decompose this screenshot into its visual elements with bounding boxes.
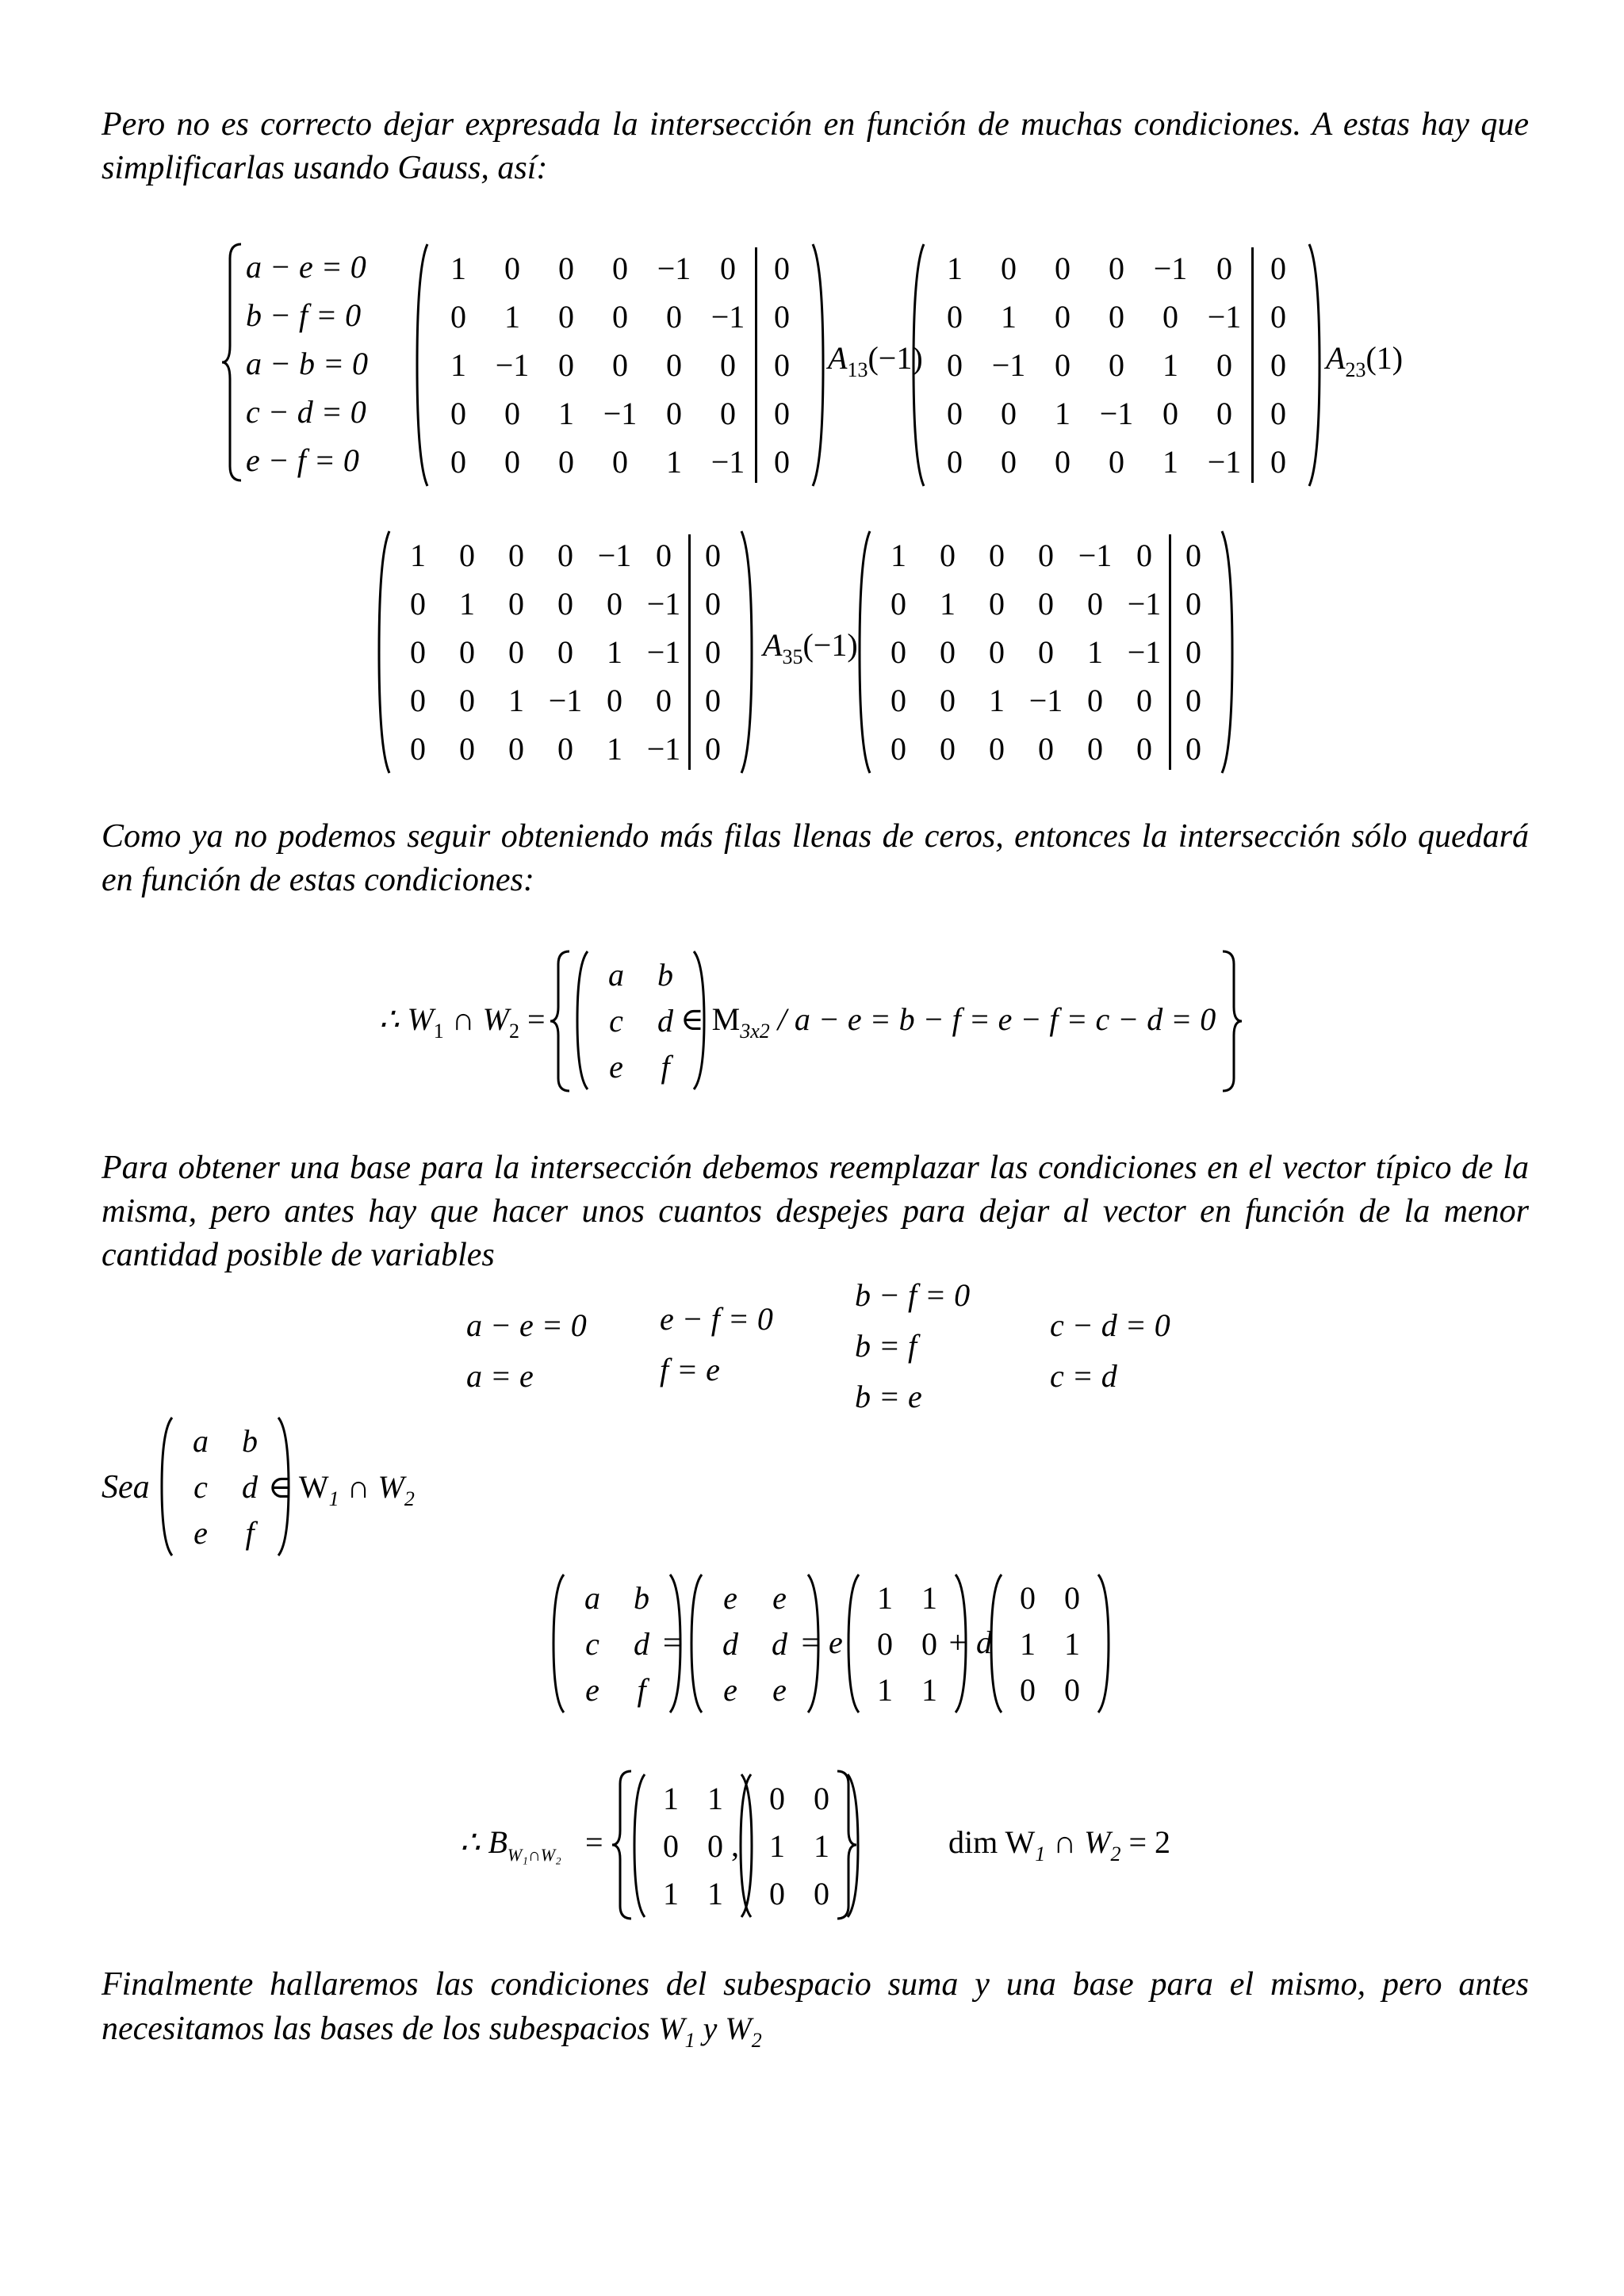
matrix-cell: 0 <box>508 586 524 622</box>
paragraph-basis-intro: Para obtener una base para la intersección debemos reemplazar las condiciones en el vector típico de la misma, pero antes hay que hacer unos cuantos despejes para dejar al vector en función de la menor cantidad posible de variables <box>102 1150 1529 1273</box>
matrix-cell: 0 <box>663 1827 679 1864</box>
matrix-cell: 0 <box>705 731 721 767</box>
matrix-cell: 0 <box>921 1625 937 1662</box>
matrix-cell: 1 <box>921 1579 937 1616</box>
matrix-cell: a <box>193 1422 209 1459</box>
left-parenthesis <box>856 530 872 775</box>
matrix-cell: 0 <box>612 444 628 480</box>
matrix-cell: 1 <box>504 299 520 335</box>
matrix-cell: 0 <box>1087 683 1103 718</box>
augmented-matrix-1 <box>414 243 826 488</box>
matrix-cell: −1 <box>646 731 681 767</box>
matrix-cell: 0 <box>1185 731 1201 767</box>
matrix-cell: e <box>723 1579 737 1616</box>
matrix-cell: 0 <box>558 299 574 335</box>
matrix-cell: 0 <box>891 634 906 670</box>
matrix-cell: 0 <box>1087 731 1103 767</box>
matrix-cell: 1 <box>607 731 622 767</box>
matrix-cell: e <box>609 1048 623 1085</box>
left-parenthesis <box>574 950 590 1091</box>
matrix-cell: 1 <box>1001 299 1017 335</box>
matrix-cell: 0 <box>1055 251 1071 286</box>
matrix-cell: −1 <box>495 347 530 383</box>
matrix-cell: −1 <box>1207 444 1242 480</box>
augmented-separator <box>755 247 757 483</box>
matrix-cell: 1 <box>508 683 524 718</box>
matrix-cell: 0 <box>607 683 622 718</box>
matrix-cell: 0 <box>504 396 520 431</box>
matrix-cell: 0 <box>940 634 956 670</box>
matrix-cell: 1 <box>607 634 622 670</box>
matrix-cell: 0 <box>459 731 475 767</box>
matrix-cell: 0 <box>1038 731 1054 767</box>
augmented-separator <box>1251 247 1254 483</box>
matrix-cell: 0 <box>1270 396 1286 431</box>
matrix-cell: 0 <box>1001 396 1017 431</box>
matrix-cell: 1 <box>410 538 426 573</box>
matrix-cell: −1 <box>603 396 638 431</box>
matrix-cell: 1 <box>891 538 906 573</box>
matrix-cell: 0 <box>720 251 736 286</box>
matrix-cell: b <box>242 1422 258 1459</box>
matrix-cell: 0 <box>989 538 1005 573</box>
matrix-cell: c <box>609 1002 623 1039</box>
matrix-cell: 0 <box>989 586 1005 622</box>
matrix-cell: 0 <box>450 444 466 480</box>
matrix-cell: 0 <box>989 634 1005 670</box>
paragraph-gauss-intro: Pero no es correcto dejar expresada la intersección en función de muchas condiciones. A estas hay que simplificarlas usando Gauss, así: <box>102 106 1529 186</box>
matrix-cell: 0 <box>459 538 475 573</box>
matrix-cell: b <box>657 956 673 993</box>
matrix-cell: 0 <box>947 444 963 480</box>
matrix-cell: 0 <box>558 251 574 286</box>
matrix-cell: e <box>585 1671 599 1708</box>
matrix-cell: 0 <box>877 1625 893 1662</box>
matrix-cell: −1 <box>1028 683 1063 718</box>
matrix-cell: 0 <box>1055 347 1071 383</box>
decomp-plus-d: + d <box>947 1624 992 1660</box>
matrix-cell: 0 <box>705 683 721 718</box>
matrix-cell: 0 <box>1136 538 1152 573</box>
matrix-cell: 1 <box>1087 634 1103 670</box>
matrix-cell: 0 <box>1136 731 1152 767</box>
matrix-cell: 0 <box>1064 1579 1080 1616</box>
matrix-cell: 0 <box>410 586 426 622</box>
matrix-cell: −1 <box>1207 299 1242 335</box>
matrix-cell: 0 <box>769 1875 785 1911</box>
matrix-cell: 0 <box>612 251 628 286</box>
equation-row: a − b = 0 <box>246 346 368 381</box>
matrix-cell: 0 <box>891 586 906 622</box>
left-parenthesis <box>631 1773 647 1919</box>
decomp-equals-e: = e <box>799 1624 843 1660</box>
matrix-cell: 0 <box>666 396 682 431</box>
matrix-cell: 0 <box>1270 444 1286 480</box>
matrix-cell: −1 <box>1127 586 1162 622</box>
matrix-cell: 0 <box>450 299 466 335</box>
matrix-cell: 0 <box>612 299 628 335</box>
matrix-cell: 0 <box>1109 251 1124 286</box>
matrix-cell: b <box>634 1579 649 1616</box>
matrix-cell: 0 <box>705 634 721 670</box>
matrix-cell: e <box>772 1579 787 1616</box>
equation-row: a − e = 0 <box>246 249 366 285</box>
matrix-cell: 1 <box>814 1827 829 1864</box>
matrix-cell: 0 <box>720 347 736 383</box>
matrix-cell: 0 <box>989 731 1005 767</box>
matrix-cell: 0 <box>1136 683 1152 718</box>
matrix-cell: 0 <box>508 538 524 573</box>
equation-row: c − d = 0 <box>246 394 366 430</box>
matrix-cell: 1 <box>663 1875 679 1911</box>
matrix-cell: −1 <box>1153 251 1188 286</box>
matrix-cell: 0 <box>410 683 426 718</box>
matrix-cell: 0 <box>1055 444 1071 480</box>
set-left-brace <box>549 950 573 1093</box>
matrix-cell: 0 <box>774 444 790 480</box>
matrix-cell: 0 <box>450 396 466 431</box>
matrix-cell: 0 <box>1270 347 1286 383</box>
left-parenthesis <box>688 1573 704 1714</box>
matrix-cell: 1 <box>1055 396 1071 431</box>
row-operation-a35: $A_{35}(-1)$ <box>763 627 858 668</box>
matrix-cell: 0 <box>774 347 790 383</box>
matrix-cell: 1 <box>989 683 1005 718</box>
matrix-cell: 0 <box>656 538 672 573</box>
matrix-cell: 0 <box>1055 299 1071 335</box>
basis-equals: = <box>585 1824 603 1860</box>
matrix-cell: e <box>772 1671 787 1708</box>
left-parenthesis <box>414 243 430 488</box>
matrix-cell: 0 <box>459 634 475 670</box>
matrix-cell: 0 <box>1038 538 1054 573</box>
matrix-cell: 1 <box>450 251 466 286</box>
basis-lhs: ∴ $B_{W_1\cap W_2}$ <box>460 1824 561 1865</box>
set-right-brace <box>1220 950 1243 1093</box>
row-operation-a23: $A_{23}(1)$ <box>1326 340 1404 381</box>
solve-column-2: e − f = 0 f = e <box>660 1301 773 1387</box>
matrix-cell: −1 <box>657 251 691 286</box>
matrix-cell: −1 <box>646 586 681 622</box>
augmented-matrix-4 <box>856 530 1235 775</box>
matrix-cell: 0 <box>707 1827 723 1864</box>
matrix-cell: 1 <box>459 586 475 622</box>
matrix-cell: 0 <box>1216 251 1232 286</box>
decomp-equals-1: = <box>663 1624 681 1660</box>
matrix-cell: −1 <box>1127 634 1162 670</box>
matrix-cell: 0 <box>1109 299 1124 335</box>
matrix-cell: f <box>637 1671 646 1708</box>
matrix-cell: 0 <box>504 444 520 480</box>
solve-column-3: b − f = 0 b = f b = e <box>855 1277 971 1414</box>
matrix-cell: 1 <box>450 347 466 383</box>
augmented-separator <box>1169 534 1171 770</box>
left-parenthesis <box>988 1573 1004 1714</box>
matrix-cell: 0 <box>557 538 573 573</box>
matrix-cell: 1 <box>1020 1625 1036 1662</box>
matrix-cell: 0 <box>557 586 573 622</box>
dimension-statement: dim $W_1$ ∩ $W_2 = 2$ <box>948 1824 1171 1866</box>
left-parenthesis <box>737 1773 753 1919</box>
matrix-cell: 0 <box>504 251 520 286</box>
matrix-cell: 0 <box>612 347 628 383</box>
matrix-cell: 0 <box>891 731 906 767</box>
matrix-cell: 0 <box>1162 299 1178 335</box>
intersection-lhs: ∴ $W_1$ ∩ $W_2$ = <box>379 1001 546 1043</box>
left-parenthesis <box>550 1573 566 1714</box>
matrix-cell: 0 <box>508 634 524 670</box>
matrix-cell: 0 <box>947 396 963 431</box>
matrix-cell: d <box>634 1625 649 1662</box>
sea-label: Sea <box>102 1469 150 1506</box>
right-parenthesis <box>739 530 755 775</box>
right-parenthesis <box>1096 1573 1112 1714</box>
matrix-cell: 0 <box>720 396 736 431</box>
matrix-cell: 0 <box>1109 347 1124 383</box>
left-parenthesis <box>910 243 926 488</box>
matrix-cell: 0 <box>769 1780 785 1816</box>
matrix-cell: a <box>584 1579 600 1616</box>
matrix-cell: 1 <box>877 1671 893 1708</box>
matrix-cell: −1 <box>991 347 1026 383</box>
matrix-cell: −1 <box>710 444 745 480</box>
matrix-cell: 0 <box>705 586 721 622</box>
matrix-cell: d <box>657 1002 673 1039</box>
matrix-cell: 0 <box>656 683 672 718</box>
matrix-cell: f <box>661 1048 670 1085</box>
equation-row: b − f = 0 <box>246 297 362 333</box>
matrix-cell: 0 <box>774 396 790 431</box>
matrix-cell: 0 <box>1020 1671 1036 1708</box>
matrix-cell: −1 <box>597 538 632 573</box>
matrix-cell: 0 <box>1038 634 1054 670</box>
matrix-cell: 0 <box>940 731 956 767</box>
system-left-brace <box>220 243 244 482</box>
matrix-cell: 0 <box>947 299 963 335</box>
matrix-cell: c <box>193 1468 208 1505</box>
matrix-cell: d <box>772 1625 787 1662</box>
matrix-cell: f <box>245 1514 255 1551</box>
matrix-cell: 1 <box>707 1780 723 1816</box>
matrix-cell: 0 <box>1038 586 1054 622</box>
paragraph-sum-text: Finalmente hallaremos las condiciones del subespacio suma y una base para el mismo, pero antes necesitamos las bases de los subespacios <box>102 1966 1529 2047</box>
matrix-cell: 0 <box>947 347 963 383</box>
matrix-cell: 0 <box>666 299 682 335</box>
matrix-cell: 1 <box>947 251 963 286</box>
matrix-cell: 0 <box>774 251 790 286</box>
matrix-cell: 0 <box>1185 586 1201 622</box>
matrix-cell: 0 <box>814 1780 829 1816</box>
matrix-cell: 0 <box>558 347 574 383</box>
matrix-cell: 0 <box>774 299 790 335</box>
solve-column-1: a − e = 0 a = e <box>466 1307 587 1394</box>
right-parenthesis <box>1307 243 1323 488</box>
matrix-cell: 0 <box>557 634 573 670</box>
equation-row: e − f = 0 <box>246 442 359 478</box>
paragraph-conditions: Como ya no podemos seguir obteniendo más filas llenas de ceros, entonces la intersección sólo quedará en función de estas condiciones: <box>102 818 1529 898</box>
matrix-cell: 1 <box>1162 444 1178 480</box>
basis-comma: , <box>731 1827 739 1863</box>
solve-column-4: c − d = 0 c = d <box>1050 1307 1170 1394</box>
matrix-cell: 0 <box>508 731 524 767</box>
matrix-cell: 1 <box>940 586 956 622</box>
matrix-cell: 0 <box>1185 634 1201 670</box>
intersection-condition: ∈ $M_{3x2} / a - e = b - f = e - f = c - d = 0$ <box>680 1001 1216 1043</box>
matrix-cell: 1 <box>666 444 682 480</box>
matrix-cell: 0 <box>1001 251 1017 286</box>
matrix-cell: 0 <box>410 731 426 767</box>
matrix-cell: 0 <box>1185 683 1201 718</box>
matrix-cell: 1 <box>558 396 574 431</box>
matrix-cell: 0 <box>1185 538 1201 573</box>
subspaces-names: $W_1$ y $W_2$ <box>658 2011 762 2052</box>
matrix-cell: −1 <box>1099 396 1134 431</box>
right-parenthesis <box>1220 530 1235 775</box>
row-operation-a13: $A_{13}(-1)$ <box>828 340 923 381</box>
left-parenthesis <box>159 1416 174 1557</box>
matrix-cell: 0 <box>705 538 721 573</box>
matrix-cell: 0 <box>459 683 475 718</box>
matrix-cell: 1 <box>1064 1625 1080 1662</box>
matrix-cell: 1 <box>1162 347 1178 383</box>
matrix-cell: e <box>723 1671 737 1708</box>
matrix-cell: −1 <box>710 299 745 335</box>
matrix-cell: 0 <box>1270 251 1286 286</box>
matrix-cell: −1 <box>548 683 583 718</box>
matrix-cell: c <box>585 1625 599 1662</box>
matrix-cell: d <box>242 1468 258 1505</box>
matrix-cell: 1 <box>663 1780 679 1816</box>
matrix-cell: a <box>608 956 624 993</box>
matrix-cell: 0 <box>1109 444 1124 480</box>
matrix-cell: 0 <box>557 731 573 767</box>
matrix-cell: 0 <box>1087 586 1103 622</box>
matrix-cell: 0 <box>607 586 622 622</box>
matrix-cell: 0 <box>1020 1579 1036 1616</box>
augmented-separator <box>688 534 691 770</box>
matrix-cell: 0 <box>1064 1671 1080 1708</box>
matrix-cell: 0 <box>558 444 574 480</box>
paragraph-sum-intro <box>102 1963 1529 2062</box>
augmented-matrix-2 <box>910 243 1323 488</box>
matrix-cell: 1 <box>877 1579 893 1616</box>
matrix-cell: 0 <box>666 347 682 383</box>
right-parenthesis <box>810 243 826 488</box>
matrix-cell: 0 <box>940 683 956 718</box>
sea-membership: ∈ $W_1$ ∩ $W_2$ <box>268 1469 415 1510</box>
left-parenthesis <box>376 530 392 775</box>
matrix-cell: 0 <box>410 634 426 670</box>
matrix-cell: −1 <box>1078 538 1113 573</box>
matrix-cell: d <box>722 1625 738 1662</box>
left-parenthesis <box>845 1573 861 1714</box>
matrix-cell: 0 <box>1001 444 1017 480</box>
matrix-cell: 0 <box>940 538 956 573</box>
matrix-cell: 0 <box>891 683 906 718</box>
matrix-cell: 0 <box>814 1875 829 1911</box>
matrix-cell: 0 <box>1216 347 1232 383</box>
matrix-cell: 1 <box>921 1671 937 1708</box>
matrix-cell: e <box>193 1514 208 1551</box>
basis-right-brace <box>834 1770 858 1920</box>
equation-system <box>246 243 389 484</box>
matrix-cell: 1 <box>769 1827 785 1864</box>
matrix-cell: −1 <box>646 634 681 670</box>
decomp-vector-d-coefficient <box>988 1573 1112 1714</box>
matrix-cell: 0 <box>1216 396 1232 431</box>
matrix-cell: 0 <box>1270 299 1286 335</box>
matrix-cell: 1 <box>707 1875 723 1911</box>
augmented-matrix-3 <box>376 530 755 775</box>
matrix-cell: 0 <box>1162 396 1178 431</box>
